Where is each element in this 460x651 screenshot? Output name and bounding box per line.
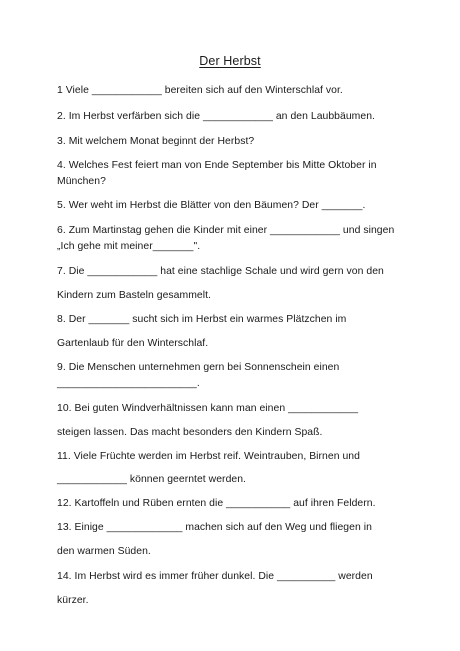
question-3-line: 3. Mit welchem Monat beginnt der Herbst?	[57, 136, 255, 147]
question-1-line: 1 Viele ____________ bereiten sich auf den Winterschlaf vor.	[57, 85, 343, 96]
question-13-line-1: 13. Einige _____________ machen sich auf den Weg und fliegen in	[57, 522, 372, 533]
question-12-line: 12. Kartoffeln und Rüben ernten die ___________ auf ihren Feldern.	[57, 498, 376, 509]
question-9-line-1: 9. Die Menschen unternehmen gern bei Sonnenschein einen	[57, 362, 340, 373]
question-11-line-1: 11. Viele Früchte werden im Herbst reif. Weintrauben, Birnen und	[57, 451, 360, 462]
question-14-line-2: kürzer.	[57, 595, 89, 606]
question-4-line-1: 4. Welches Fest feiert man von Ende September bis Mitte Oktober in	[57, 160, 377, 171]
question-4-line-2: München?	[57, 176, 106, 187]
question-14-line-1: 14. Im Herbst wird es immer früher dunkel. Die __________ werden	[57, 571, 373, 582]
question-2-line: 2. Im Herbst verfärben sich die ____________ an den Laubbäumen.	[57, 111, 375, 122]
question-13-line-2: den warmen Süden.	[57, 546, 151, 557]
question-6-line-2: „Ich gehe mit meiner_______".	[57, 241, 201, 252]
question-9-line-2: ________________________.	[57, 378, 200, 389]
worksheet-title: Der Herbst	[199, 54, 261, 68]
question-10-line-2: steigen lassen. Das macht besonders den Kindern Spaß.	[57, 427, 323, 438]
question-10-line-1: 10. Bei guten Windverhältnissen kann man einen ____________	[57, 403, 359, 414]
question-11-line-2: ____________ können geerntet werden.	[57, 474, 246, 485]
question-7-line-2: Kindern zum Basteln gesammelt.	[57, 290, 211, 301]
question-6-line-1: 6. Zum Martinstag gehen die Kinder mit einer ____________ und singen	[57, 225, 395, 236]
question-8-line-2: Gartenlaub für den Winterschlaf.	[57, 338, 209, 349]
question-5-line: 5. Wer weht im Herbst die Blätter von den Bäumen? Der _______.	[57, 200, 366, 211]
question-8-line-1: 8. Der _______ sucht sich im Herbst ein warmes Plätzchen im	[57, 314, 347, 325]
question-7-line-1: 7. Die ____________ hat eine stachlige Schale und wird gern von den	[57, 266, 384, 277]
